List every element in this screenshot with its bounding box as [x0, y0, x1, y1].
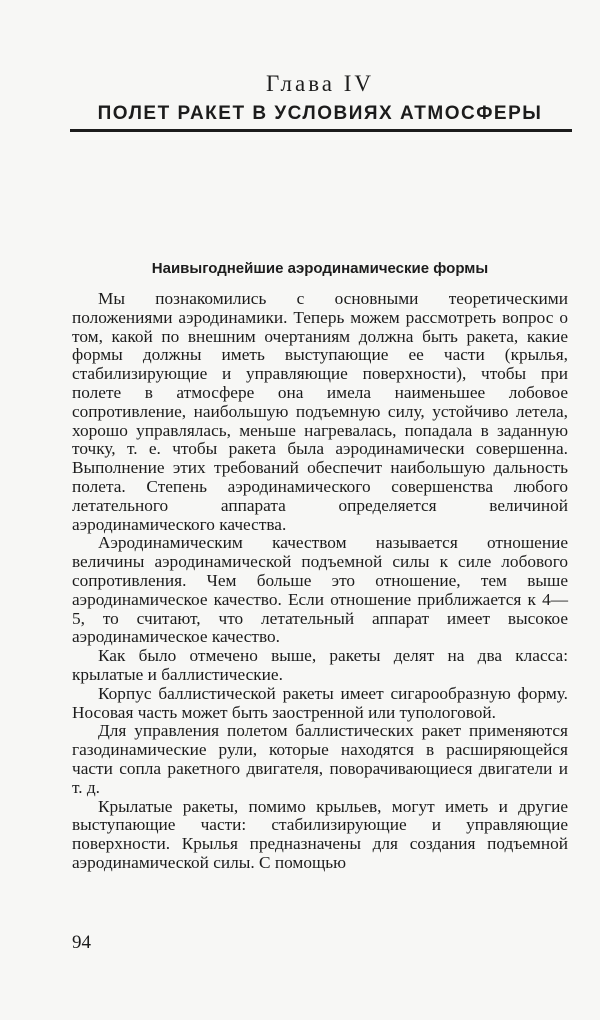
chapter-label: Глава IV: [265, 71, 375, 96]
page-number: 94: [72, 932, 91, 953]
section-heading: Наивыгоднейшие аэродинамические формы: [151, 260, 489, 277]
chapter-title: ПОЛЕТ РАКЕТ В УСЛОВИЯХ АТМОСФЕРЫ: [97, 103, 543, 124]
paragraph: Крылатые ракеты, помимо крыльев, могут иметь и другие выступающие части: стабилизирующие и управляющие поверхности. Крылья предназначены для создания подъемной аэродинамической силы. С помощью: [72, 796, 568, 872]
paragraph: Аэродинамическим качеством называется отношение величины аэродинамической подъемной силы к силе лобового сопротивления. Чем больше это отношение, тем выше аэродинамическое качество. Если отношение приближается к 4—5, то считают, что летательный аппарат имеет высокое аэродинамическое качество.: [72, 533, 568, 647]
paragraph: Мы познакомились с основными теоретическими положениями аэродинамики. Теперь можем рассмотреть вопрос о том, какой по внешним очертаниям должна быть ракета, какие формы должны иметь выступающие ее части (крылья, стабилизирующие и управляющие поверхности), чтобы при полете в атмосфере она имела наименьшее лобовое сопротивление, наибольшую подъемную силу, устойчиво летела, хорошо управлялась, меньше нагревалась, попадала в заданную точку, т. е. чтобы ракета была аэродинамически совершенна. Выполнение этих требований обеспечит наибольшую дальность полета. Степень аэродинамического совершенства любого летательного аппарата определяется величиной аэродинамического качества.: [72, 289, 568, 534]
paragraph: Как было отмечено выше, ракеты делят на два класса: крылатые и баллистические.: [72, 646, 568, 684]
chapter-title-rule: [70, 129, 572, 132]
paragraph: Для управления полетом баллистических ракет применяются газодинамические рули, которые находятся в расширяющейся части сопла ракетного двигателя, поворачивающиеся двигатели и т. д.: [72, 721, 568, 797]
body-text: [72, 290, 568, 873]
paragraph: Корпус баллистической ракеты имеет сигарообразную форму. Носовая часть может быть заостренной или тупологовой.: [72, 683, 568, 722]
